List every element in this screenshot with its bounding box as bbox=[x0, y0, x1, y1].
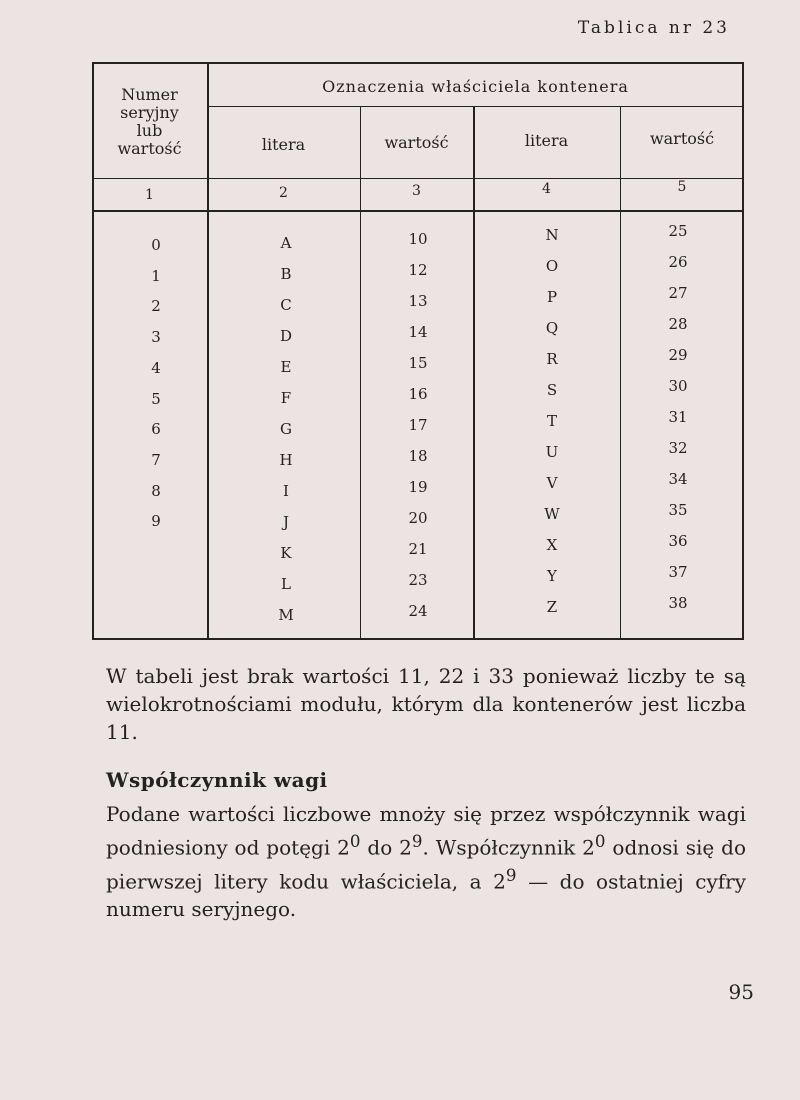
table-note: W tabeli jest brak wartości 11, 22 i 33 ponieważ liczby te są wielokrotnościami modułu, którym dla kontenerów jest liczba 11. bbox=[106, 664, 746, 744]
col1-header-line: lub bbox=[136, 121, 163, 140]
para-text: . Współczynnik 2 bbox=[422, 835, 595, 860]
col1-header-line: seryjny bbox=[120, 103, 179, 122]
letter-cell: D bbox=[279, 327, 293, 345]
subheader-wartosc-2: wartość bbox=[649, 129, 715, 148]
value-cell: 15 bbox=[408, 354, 428, 372]
letter-cell: N bbox=[545, 226, 559, 244]
para-text: Podane wartości liczbowe mnoży się przez współczynnik wagi podniesiony od potęgi 2 bbox=[106, 802, 746, 860]
index-4: 4 bbox=[542, 181, 551, 197]
value-cell: 35 bbox=[668, 501, 688, 519]
group-header: Oznaczenia właściciela kontenera bbox=[322, 77, 629, 96]
letter-cell: H bbox=[279, 451, 293, 469]
para-exponent: 9 bbox=[411, 832, 423, 851]
letter-cell: W bbox=[544, 505, 560, 523]
letter-cell: Q bbox=[545, 319, 559, 337]
letter-cell: T bbox=[546, 412, 557, 430]
value-cell: 28 bbox=[668, 315, 688, 333]
letter-cell: O bbox=[545, 257, 559, 275]
para-text: — do ostatniej cyfry numeru seryjnego. bbox=[106, 869, 747, 922]
subheader-litera-1: litera bbox=[261, 135, 306, 154]
letter-cell: A bbox=[280, 234, 292, 252]
letter-cell: U bbox=[545, 443, 559, 461]
value-cell: 20 bbox=[408, 509, 428, 527]
value-cell: 27 bbox=[668, 284, 688, 302]
value-cell: 26 bbox=[668, 253, 688, 271]
col1-header-line: wartość bbox=[117, 139, 182, 158]
letter-cell: E bbox=[280, 358, 292, 376]
group-header-divider bbox=[207, 106, 744, 107]
serial-cell: 9 bbox=[151, 512, 161, 531]
letter-cell: C bbox=[280, 296, 292, 314]
para-text: odnosi się do pierwszej litery kodu właściciela, a 2 bbox=[106, 835, 746, 894]
serial-cell: 7 bbox=[151, 450, 161, 469]
value-cell: 37 bbox=[668, 563, 688, 581]
letter-cell: Z bbox=[546, 598, 558, 616]
index-2: 2 bbox=[279, 185, 288, 201]
value-cell: 31 bbox=[668, 408, 688, 426]
para-exponent: 0 bbox=[349, 832, 361, 851]
letter-cell: X bbox=[546, 536, 558, 554]
subheader-litera-2: litera bbox=[524, 131, 569, 150]
para-exponent: 9 bbox=[505, 865, 517, 885]
value-cell: 36 bbox=[668, 532, 688, 550]
letter-cell: R bbox=[546, 350, 558, 368]
value-cell: 14 bbox=[408, 323, 428, 341]
letter-cell: K bbox=[280, 544, 292, 562]
serial-cell: 1 bbox=[151, 266, 161, 285]
weight-factor-paragraph bbox=[106, 800, 746, 923]
value-cell: 29 bbox=[668, 346, 688, 364]
value-cell: 13 bbox=[408, 292, 428, 310]
letter-cell: G bbox=[280, 420, 292, 438]
letter-cell: Y bbox=[547, 567, 557, 585]
value-cell: 18 bbox=[408, 447, 428, 465]
data-table bbox=[92, 62, 744, 640]
value-cell: 19 bbox=[408, 478, 428, 496]
serial-cell: 8 bbox=[151, 481, 161, 500]
table-bottom-border bbox=[92, 638, 744, 640]
value-cell: 32 bbox=[668, 439, 688, 457]
table-right-border bbox=[742, 62, 744, 640]
value-cell: 24 bbox=[408, 602, 428, 620]
value-cell: 21 bbox=[408, 540, 428, 558]
letter-cell: S bbox=[546, 381, 558, 399]
value-cell: 25 bbox=[668, 222, 688, 240]
value-cell: 23 bbox=[408, 571, 428, 589]
value-cell: 16 bbox=[408, 385, 428, 403]
letter-cell: J bbox=[282, 513, 289, 531]
section-heading: Współczynnik wagi bbox=[106, 768, 328, 792]
letter-cell: L bbox=[281, 575, 291, 593]
value-cell: 17 bbox=[408, 416, 428, 434]
value-cell: 12 bbox=[408, 261, 428, 279]
subheader-wartosc-1: wartość bbox=[384, 133, 449, 152]
serial-cell: 0 bbox=[151, 236, 161, 254]
para-exponent: 0 bbox=[594, 832, 606, 851]
letter-cell: B bbox=[280, 265, 292, 283]
table-number-label: Tablica nr 23 bbox=[577, 18, 730, 38]
letter-cell: P bbox=[546, 288, 558, 306]
serial-cell: 3 bbox=[151, 328, 161, 347]
index-5: 5 bbox=[677, 179, 687, 195]
serial-cell: 4 bbox=[151, 358, 161, 377]
value-cell: 38 bbox=[668, 594, 688, 612]
serial-cell: 6 bbox=[151, 420, 161, 439]
value-cell: 10 bbox=[408, 230, 428, 248]
page-number: 95 bbox=[728, 980, 754, 1004]
index-1: 1 bbox=[145, 187, 154, 203]
para-text: do 2 bbox=[360, 835, 412, 860]
table-top-border bbox=[92, 62, 744, 64]
value-cell: 34 bbox=[668, 470, 688, 488]
letter-cell: M bbox=[278, 606, 294, 624]
serial-cell: 5 bbox=[151, 389, 161, 408]
col1-header bbox=[92, 86, 207, 158]
col1-header-line: Numer bbox=[121, 85, 178, 104]
index-row-divider bbox=[92, 210, 744, 212]
value-cell: 30 bbox=[668, 377, 688, 395]
letter-cell: F bbox=[280, 389, 292, 407]
letter-cell: I bbox=[283, 482, 289, 500]
letter-cell: V bbox=[546, 474, 558, 492]
serial-cell: 2 bbox=[151, 297, 161, 316]
index-3: 3 bbox=[412, 183, 421, 199]
